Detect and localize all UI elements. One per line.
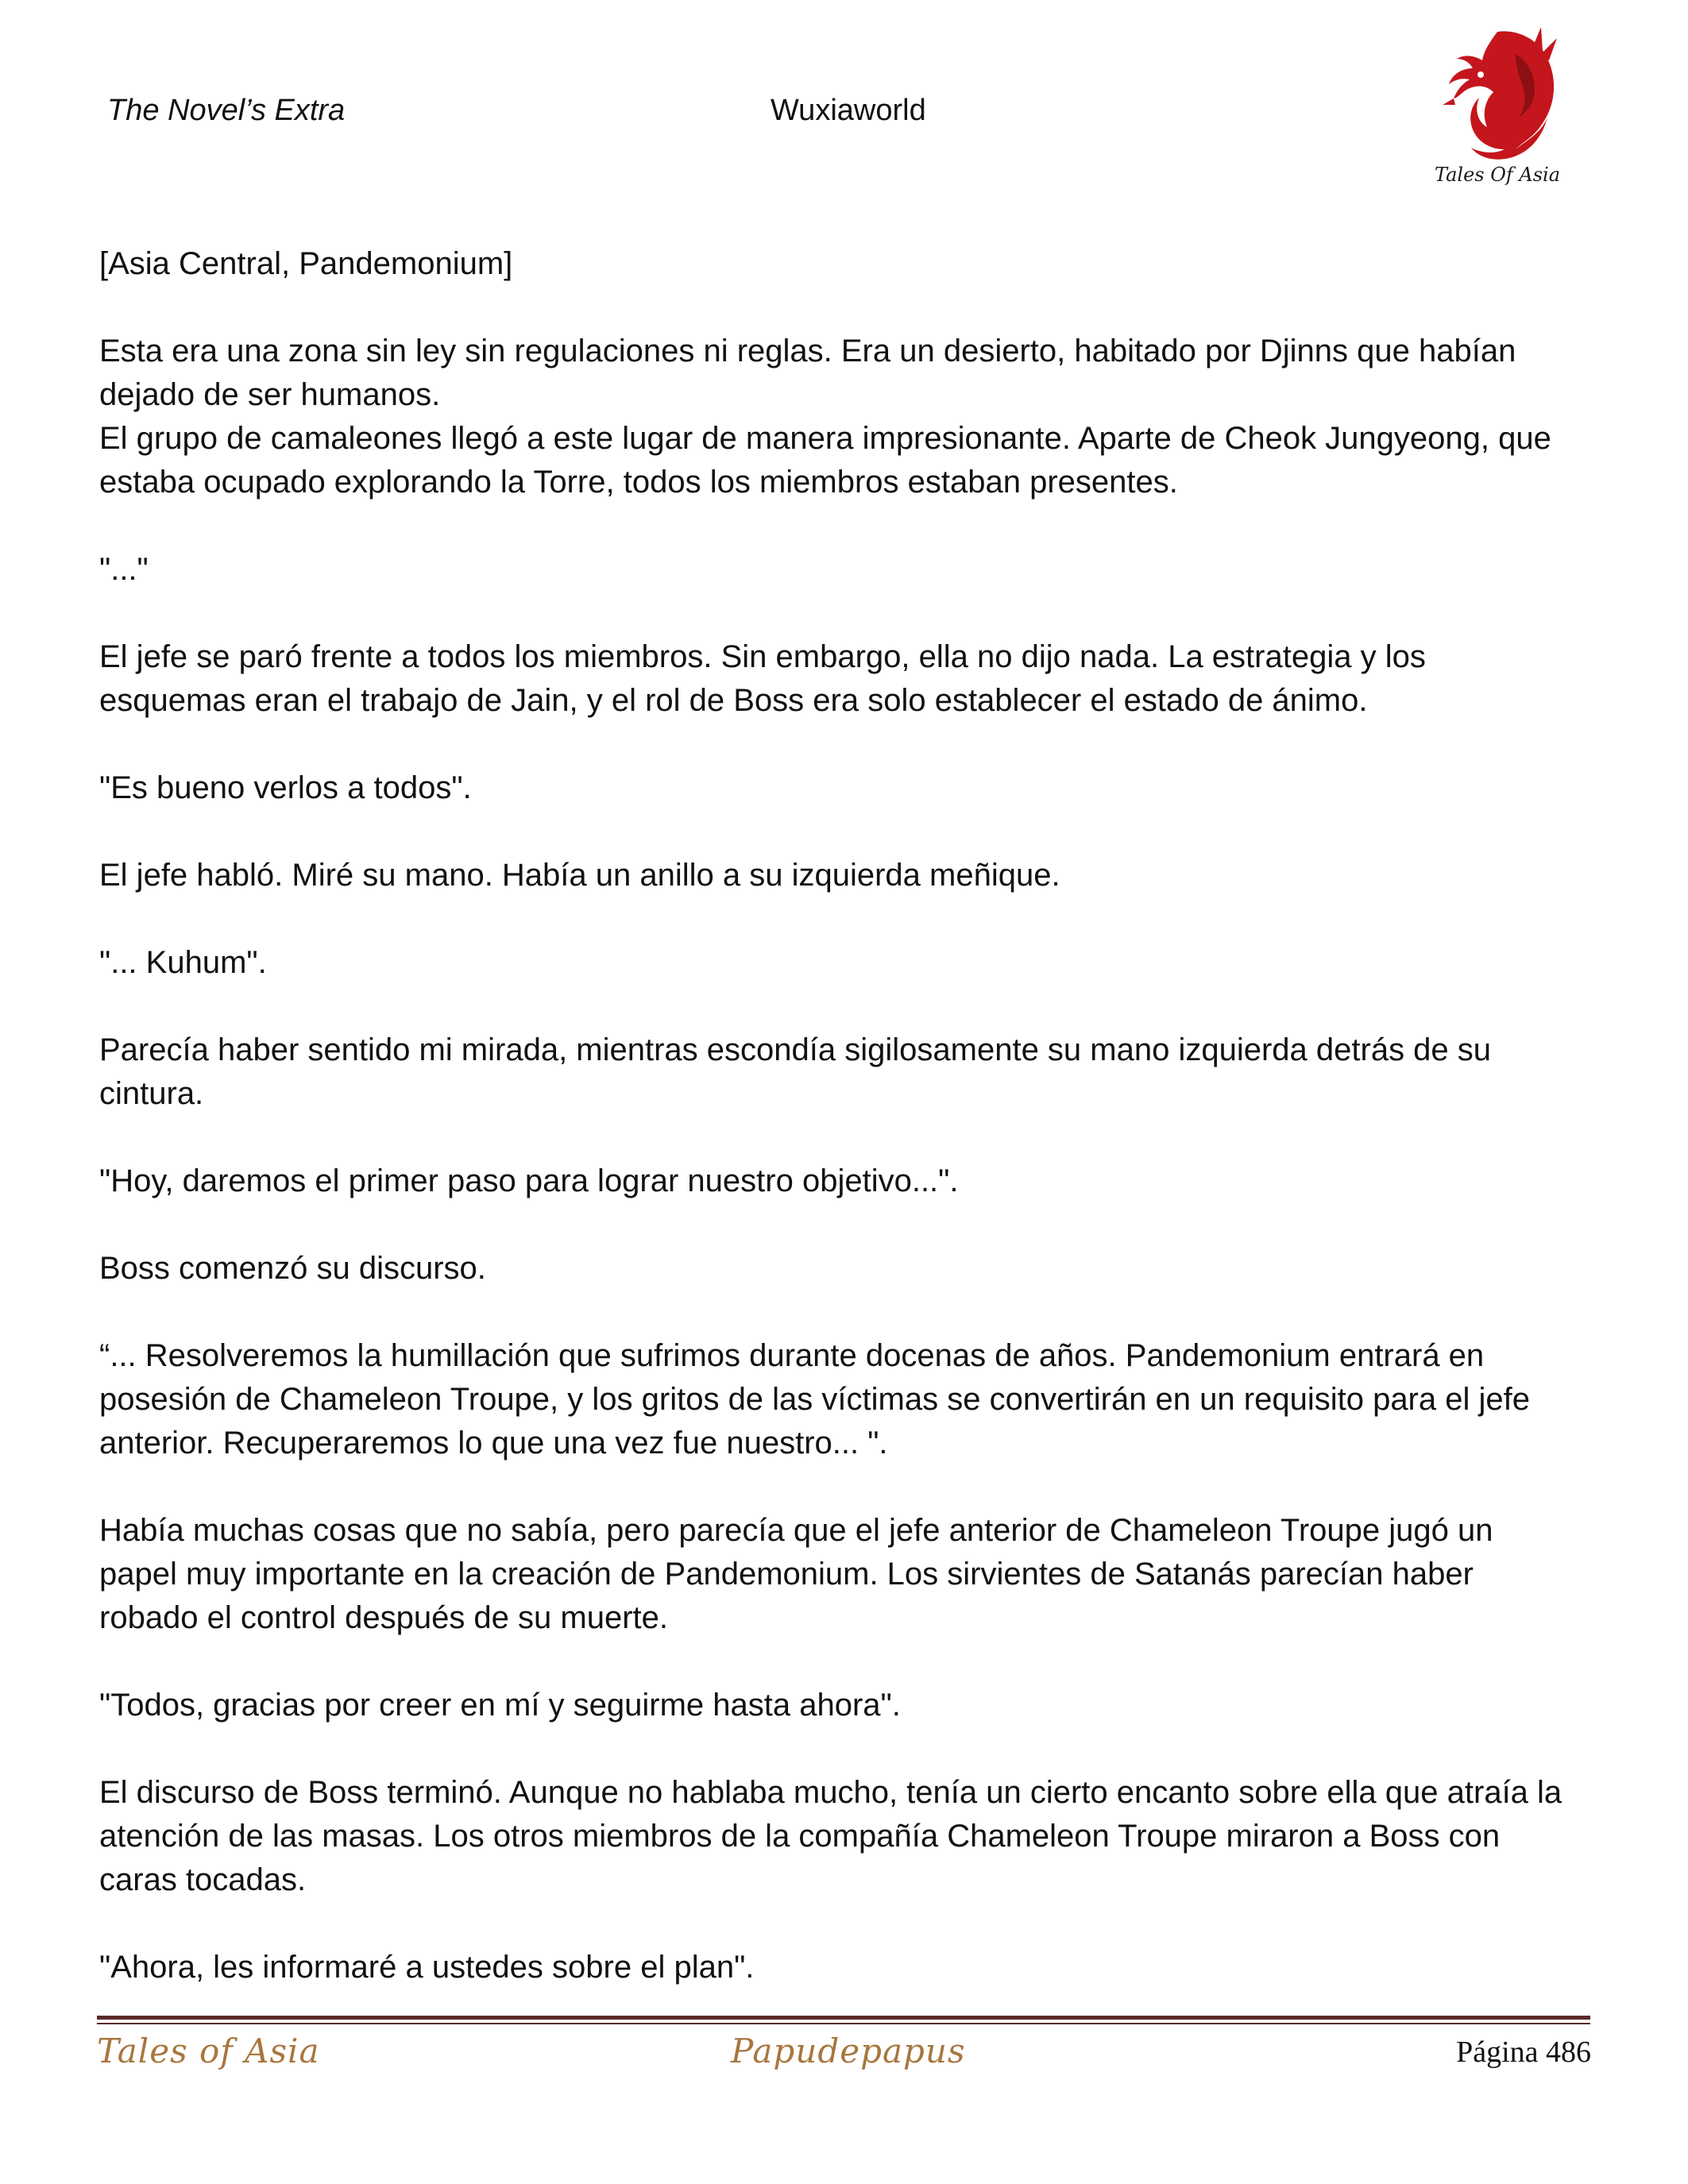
tales-of-asia-logo [1422, 22, 1573, 189]
footer-divider [97, 2016, 1590, 2020]
paragraph: "Todos, gracias por creer en mí y seguirme hasta ahora". [99, 1688, 901, 1723]
paragraph: El jefe habló. Miré su mano. Había un anillo a su izquierda meñique. [99, 858, 1060, 893]
paragraph: El grupo de camaleones llegó a este lugar de manera impresionante. Aparte de Cheok Jungyeong, que estaba ocupado explorando la Torre, todos los miembros estaban presentes. [99, 421, 1551, 500]
header-book-title: The Novel’s Extra [107, 94, 346, 127]
paragraph: Parecía haber sentido mi mirada, mientras escondía sigilosamente su mano izquierda detrás de su cintura. [99, 1032, 1492, 1111]
paragraph: “... Resolveremos la humillación que sufrimos durante docenas de años. Pandemonium entrará en posesión de Chameleon Troupe, y los gritos de las víctimas se convertirán en un requisito para el jefe anterior. Recuperaremos lo que una vez fue nuestro... ". [99, 1338, 1530, 1461]
paragraph: Esta era una zona sin ley sin regulaciones ni reglas. Era un desierto, habitado por Djinns que habían dejado de ser humanos. [99, 334, 1516, 412]
footer-translator: Papudepapus [731, 2032, 966, 2070]
paragraph: "..." [99, 552, 149, 587]
footer-divider-thin [97, 2023, 1590, 2024]
paragraph: "Hoy, daremos el primer paso para lograr nuestro objetivo...". [99, 1163, 959, 1198]
footer-brand: Tales of Asia [97, 2032, 320, 2070]
header-site-name: Wuxiaworld [771, 94, 926, 127]
paragraph: Había muchas cosas que no sabía, pero parecía que el jefe anterior de Chameleon Troupe jugó un papel muy importante en la creación de Pandemonium. Los sirvientes de Satanás parecían haber robado el control después de su muerte. [99, 1513, 1493, 1635]
paragraph: "... Kuhum". [99, 945, 267, 980]
svg-text:Tales Of Asia: Tales Of Asia [1434, 164, 1561, 186]
paragraph: El discurso de Boss terminó. Aunque no hablaba mucho, tenía un cierto encanto sobre ella que atraía la atención de las masas. Los otros miembros de la compañía Chameleon Troupe miraron a Boss con caras tocadas. [99, 1775, 1562, 1897]
paragraph: Boss comenzó su discurso. [99, 1251, 486, 1286]
paragraph: El jefe se paró frente a todos los miembros. Sin embargo, ella no dijo nada. La estrategia y los esquemas eran el trabajo de Jain, y el rol de Boss era solo establecer el estado de ánimo. [99, 639, 1426, 718]
paragraph: [Asia Central, Pandemonium] [99, 246, 513, 281]
dragon-logo-icon [1422, 22, 1573, 189]
paragraph: "Ahora, les informaré a ustedes sobre el plan". [99, 1950, 755, 1985]
paragraph: "Es bueno verlos a todos". [99, 770, 472, 805]
chapter-text [99, 242, 1577, 2033]
page-number: Página 486 [1456, 2035, 1591, 2069]
